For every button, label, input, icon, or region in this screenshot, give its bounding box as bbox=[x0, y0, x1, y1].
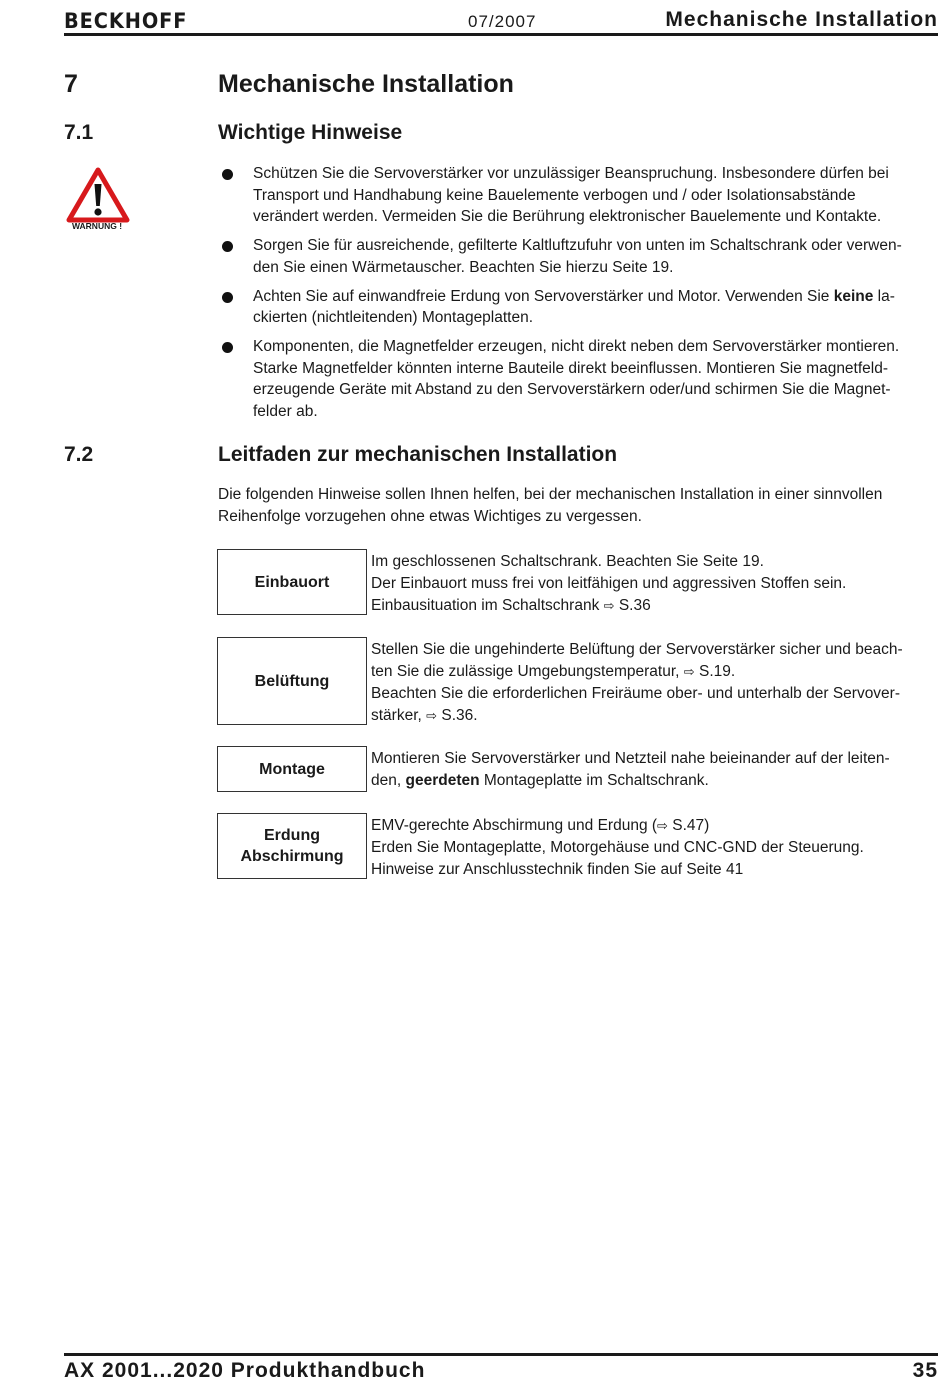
text-line: erzeugende Geräte mit Abstand zu den Servoverstärkern oder/und schirmen Sie die Magnet- bbox=[253, 381, 891, 398]
section-title: Leitfaden zur mechanischen Installation bbox=[218, 443, 618, 466]
step-description: Montieren Sie Servoverstärker und Netzteil nahe beieinander auf der leiten- den, geerdeten Montageplatte im Schaltschrank. bbox=[371, 750, 890, 789]
text-line: verändert werden. Vermeiden Sie die Berührung elektronischer Bauelemente und Kontakte. bbox=[253, 208, 882, 225]
bullet-icon bbox=[222, 342, 233, 353]
step-description: Im geschlossenen Schaltschrank. Beachten Sie Seite 19. Der Einbauort muss frei von leitfähigen und aggressiven Stoffen sein. Einbausituation im Schaltschrank ⇨ S.36 bbox=[371, 553, 847, 614]
chapter-title: Mechanische Installation bbox=[218, 70, 514, 98]
step-label-box: Belüftung bbox=[217, 637, 367, 725]
header-rule bbox=[64, 33, 938, 36]
text-line: felder ab. bbox=[253, 402, 318, 420]
arrow-right-icon: ⇨ bbox=[683, 664, 695, 679]
list-item bbox=[218, 286, 936, 329]
list-item bbox=[218, 163, 936, 228]
section-number: 7.2 bbox=[64, 443, 94, 466]
text-line: den Sie einen Wärmetauscher. Beachten Sie hierzu Seite 19. bbox=[253, 258, 674, 276]
footer-title: AX 2001...2020 Produkthandbuch bbox=[64, 1359, 426, 1382]
bullet-icon bbox=[222, 169, 233, 180]
text-line: Transport und Handhabung keine Bauelemente verbogen und / oder Isolationsabstände bbox=[253, 186, 856, 204]
important-notes-list bbox=[218, 163, 936, 430]
arrow-right-icon: ⇨ bbox=[657, 818, 668, 833]
intro-paragraph: Die folgenden Hinweise sollen Ihnen helfen, bei der mechanischen Installation in einer sinnvollen Reihenfolge vorzugehen ohne etwas Wichtiges zu vergessen. bbox=[218, 486, 883, 525]
text-line: Sorgen Sie für ausreichende, gefilterte Kaltluftzufuhr von unten im Schaltschrank oder verwen- bbox=[253, 237, 902, 254]
arrow-right-icon: ⇨ bbox=[426, 708, 438, 723]
text-line: ckierten (nichtleitenden) Montageplatten. bbox=[253, 309, 534, 326]
step-description: Stellen Sie die ungehinderte Belüftung der Servoverstärker sicher und beach- ten Sie die zulässige Umgebungstemperatur, ⇨ S.19. Beachten Sie die erforderlichen Freiräume ober- und unterhalb der Servover- stärker, ⇨ S.36. bbox=[371, 641, 903, 724]
header-date: 07/2007 bbox=[468, 12, 537, 31]
list-item bbox=[218, 336, 936, 422]
arrow-right-icon: ⇨ bbox=[603, 598, 615, 613]
text-line: Komponenten, die Magnetfelder erzeugen, nicht direkt neben dem Servoverstärker montieren. bbox=[253, 338, 900, 355]
text-line: Schützen Sie die Servoverstärker vor unzulässiger Beanspruchung. Insbesondere dürfen bei bbox=[253, 165, 889, 182]
text-line: Starke Magnetfelder könnten interne Bauteile direkt beeinflussen. Montieren Sie magnetfeld- bbox=[253, 359, 889, 377]
text-line: Achten Sie auf einwandfreie Erdung von Servoverstärker und Motor. Verwenden Sie keine la- bbox=[253, 287, 895, 305]
section-number: 7.1 bbox=[64, 121, 94, 144]
step-label-box: Montage bbox=[217, 746, 367, 792]
section-title: Wichtige Hinweise bbox=[218, 121, 403, 144]
brand-logo: BECKHOFF bbox=[64, 9, 188, 33]
step-description: EMV-gerechte Abschirmung und Erdung (⇨ S.47) Erden Sie Montageplatte, Motorgehäuse und CNC-GND der Steuerung. Hinweise zur Anschlusstechnik finden Sie auf Seite 41 bbox=[371, 817, 864, 878]
list-item bbox=[218, 235, 936, 278]
footer-rule bbox=[64, 1353, 938, 1356]
step-label-box: Erdung Abschirmung bbox=[217, 813, 367, 879]
bullet-icon bbox=[222, 241, 233, 252]
bullet-icon bbox=[222, 292, 233, 303]
chapter-number: 7 bbox=[64, 70, 78, 98]
warning-label: WARNUNG ! bbox=[71, 221, 123, 231]
step-label-box: Einbauort bbox=[217, 549, 367, 615]
page-number: 35 bbox=[912, 1359, 938, 1382]
header-section-title: Mechanische Installation bbox=[665, 8, 938, 31]
